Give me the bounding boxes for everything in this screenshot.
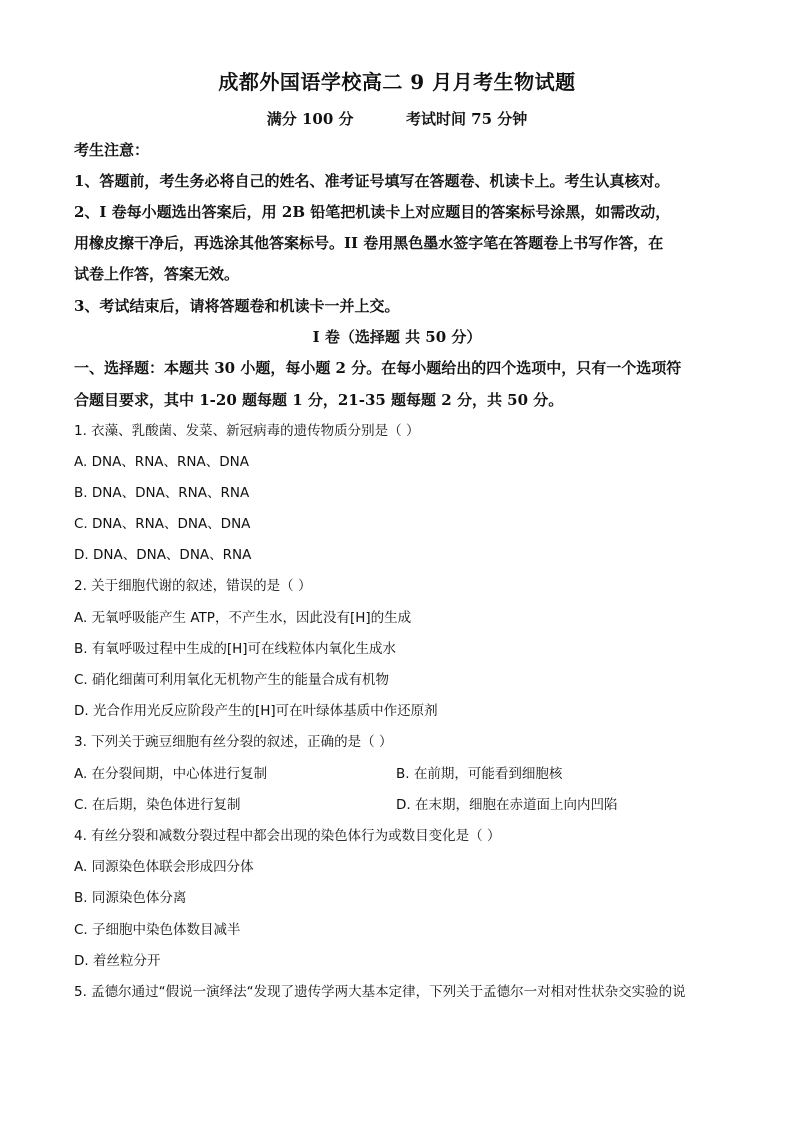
question-stem: 5. 孟德尔通过“假说一演绎法“发现了遗传学两大基本定律，下列关于孟德尔一对相对性状杂交实验的说: [74, 984, 686, 1000]
exam-subtitle: [0, 108, 794, 129]
question-stem: 4. 有丝分裂和减数分裂过程中都会出现的染色体行为或数目变化是（ ）: [74, 828, 501, 844]
exam-title: 成都外国语学校高二 9 月月考生物试题: [218, 70, 576, 94]
exam-time: 考试时间 75 分钟: [405, 110, 528, 128]
notice-heading: 考生注意：: [74, 141, 150, 159]
question-option: D. 光合作用光反应阶段产生的[H]可在叶绿体基质中作还原剂: [74, 703, 438, 719]
notice-item: 试卷上作答，答案无效。: [74, 265, 240, 283]
question-option: D. DNA、DNA、DNA、RNA: [74, 547, 252, 563]
notice-item: 2、I 卷每小题选出答案后，用 2B 铅笔把机读卡上对应题目的答案标号涂黑，如需改动，: [74, 203, 671, 221]
question-option: A. DNA、RNA、RNA、DNA: [74, 454, 249, 470]
notice-item: 3、考试结束后，请将答题卷和机读卡一并上交。: [74, 297, 400, 315]
question-option: C. 子细胞中染色体数目减半: [74, 922, 241, 938]
section-title: I 卷（选择题 共 50 分）: [312, 328, 482, 346]
question-stem: 3. 下列关于豌豆细胞有丝分裂的叙述，正确的是（ ）: [74, 734, 393, 750]
question-option: C. 硝化细菌可利用氧化无机物产生的能量合成有机物: [74, 672, 390, 688]
question-option: A. 在分裂间期，中心体进行复制: [74, 766, 268, 782]
question-option: B. DNA、DNA、RNA、RNA: [74, 485, 250, 501]
question-option: C. 在后期，染色体进行复制: [74, 797, 241, 813]
question-option: D. 着丝粒分开: [74, 953, 161, 969]
question-option: A. 无氧呼吸能产生 ATP，不产生水，因此没有[H]的生成: [74, 610, 412, 626]
question-stem: 1. 衣藻、乳酸菌、发菜、新冠病毒的遗传物质分别是（ ）: [74, 423, 420, 439]
question-option: B. 在前期，可能看到细胞核: [396, 766, 563, 782]
notice-item: 1、答题前，考生务必将自己的姓名、准考证号填写在答题卷、机读卡上。考生认真核对。: [74, 172, 670, 190]
notice-item: 用橡皮擦干净后，再选涂其他答案标号。II 卷用黑色墨水签字笔在答题卷上书写作答，在: [74, 234, 664, 252]
question-option: B. 同源染色体分离: [74, 890, 187, 906]
question-stem: 2. 关于细胞代谢的叙述，错误的是（ ）: [74, 578, 312, 594]
section-instruction: 合题目要求，其中 1-20 题每题 1 分，21-35 题每题 2 分，共 50 分。: [74, 391, 564, 409]
question-option: C. DNA、RNA、DNA、DNA: [74, 516, 251, 532]
question-option: D. 在末期，细胞在赤道面上向内凹陷: [396, 797, 618, 813]
full-score: 满分 100 分: [266, 110, 354, 128]
question-option: A. 同源染色体联会形成四分体: [74, 859, 254, 875]
section-instruction: 一、选择题：本题共 30 小题，每小题 2 分。在每小题给出的四个选项中，只有一个选项符: [74, 359, 682, 377]
question-option: B. 有氧呼吸过程中生成的[H]可在线粒体内氧化生成水: [74, 641, 397, 657]
